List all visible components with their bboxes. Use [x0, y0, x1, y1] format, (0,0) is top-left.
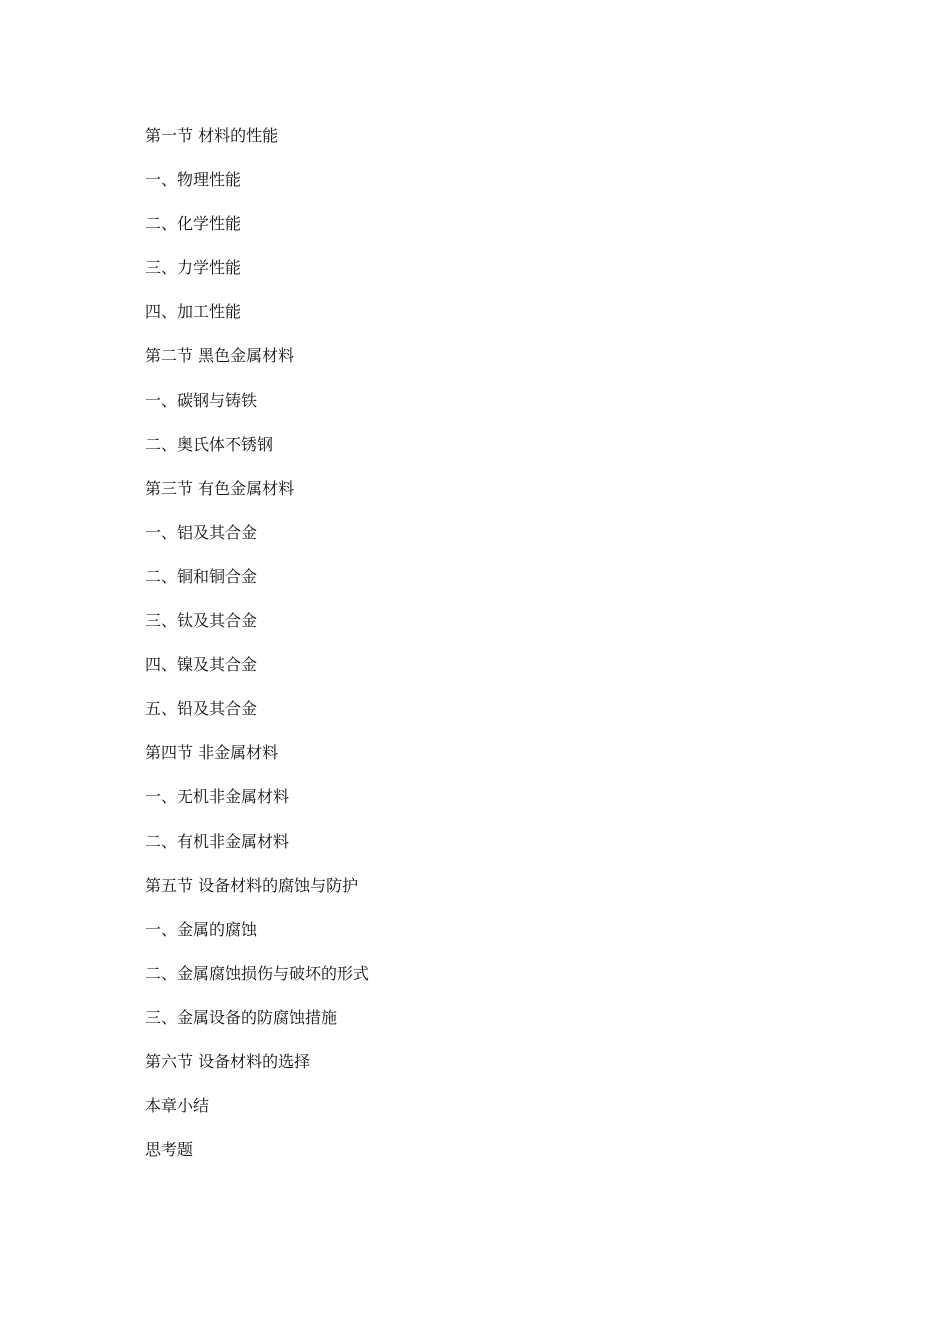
subsection-item: 三、力学性能	[145, 258, 242, 278]
subsection-item: 三、金属设备的防腐蚀措施	[145, 1007, 338, 1027]
subsection-item: 三、钛及其合金	[145, 611, 258, 631]
subsection-item: 一、金属的腐蚀	[145, 919, 258, 939]
subsection-item: 二、铜和铜合金	[145, 566, 258, 586]
section-heading: 第四节 非金属材料	[145, 743, 279, 763]
subsection-item: 一、碳钢与铸铁	[145, 390, 258, 410]
section-heading: 第三节 有色金属材料	[145, 478, 295, 498]
section-heading: 第二节 黑色金属材料	[145, 346, 295, 366]
section-heading: 第五节 设备材料的腐蚀与防护	[145, 875, 359, 895]
subsection-item: 四、镍及其合金	[145, 655, 258, 675]
subsection-item: 二、奥氏体不锈钢	[145, 434, 274, 454]
subsection-item: 二、化学性能	[145, 214, 242, 234]
subsection-item: 五、铅及其合金	[145, 699, 258, 719]
section-heading: 第六节 设备材料的选择	[145, 1051, 311, 1071]
subsection-item: 二、金属腐蚀损伤与破坏的形式	[145, 963, 370, 983]
section-heading: 第一节 材料的性能	[145, 126, 279, 145]
review-questions: 思考题	[145, 1140, 194, 1160]
subsection-item: 一、无机非金属材料	[145, 787, 290, 807]
subsection-item: 四、加工性能	[145, 302, 242, 322]
subsection-item: 二、有机非金属材料	[145, 831, 290, 851]
table-of-contents	[145, 124, 369, 1182]
subsection-item: 一、物理性能	[145, 170, 242, 190]
chapter-summary: 本章小结	[145, 1096, 210, 1116]
subsection-item: 一、铝及其合金	[145, 522, 258, 542]
